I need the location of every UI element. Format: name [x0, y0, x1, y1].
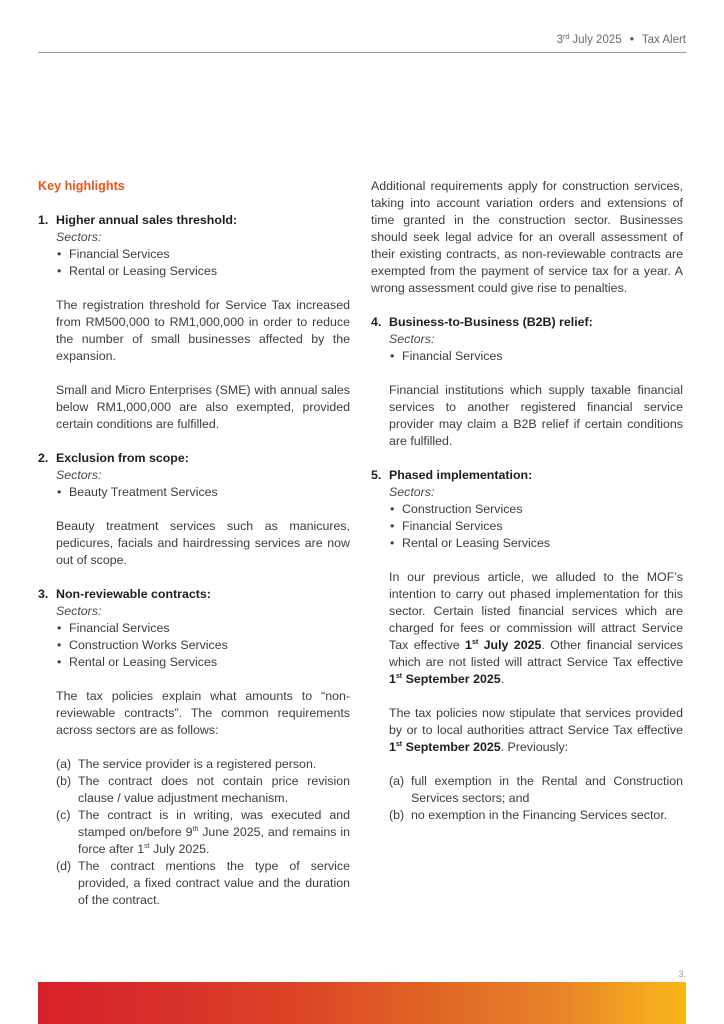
sector-item: • Construction Works Services [57, 638, 228, 652]
requirements-list [56, 756, 350, 909]
header-title: Tax Alert [641, 34, 686, 46]
bullet-icon: • [57, 655, 62, 669]
section-heading [38, 450, 350, 467]
bullet-icon: • [390, 519, 395, 533]
sector-item: • Rental or Leasing Services [57, 655, 218, 669]
sector-item: • Rental or Leasing Services [57, 264, 218, 278]
sectors-label: Sectors: [56, 230, 102, 244]
left-column [38, 178, 350, 926]
header-separator: • [629, 34, 634, 46]
section-title: Phased implementation: [389, 468, 533, 482]
previously-list [389, 773, 683, 824]
footer-gradient-bar [38, 982, 686, 1024]
section-b2b-relief [371, 314, 683, 450]
header-date: 3rd July 2025 [556, 34, 622, 46]
bullet-icon: • [390, 536, 395, 550]
section-number: 3. [38, 587, 49, 601]
sector-item: • Financial Services [390, 349, 503, 363]
section-heading [371, 314, 683, 331]
construction-requirements-paragraph: Additional requirements apply for construction services, taking into account variation orders and extensions of time granted in the construction sector. Businesses should seek legal advice for an overall assessment of their existing contracts, as non-reviewable contracts are exempted from the payment of service tax for a year. A wrong assessment could give rise to penalties. [371, 179, 683, 295]
requirement-item: (b) The contract does not contain price revision clause / value adjustment mechanism. [56, 774, 350, 805]
page-header [38, 33, 686, 53]
bullet-icon: • [57, 621, 62, 635]
paragraph: Financial institutions which supply taxable financial services to another registered financial service provider may claim a B2B relief if certain conditions are fulfilled. [389, 383, 683, 448]
bullet-icon: • [390, 502, 395, 516]
bullet-icon: • [57, 485, 62, 499]
section-number: 1. [38, 213, 49, 227]
section-number: 5. [371, 468, 382, 482]
paragraph: The tax policies explain what amounts to “non-reviewable contracts”. The common requirements across sectors are as follows: [56, 689, 350, 737]
page-number: 3. [678, 969, 686, 979]
bullet-icon: • [57, 638, 62, 652]
section-number: 4. [371, 315, 382, 329]
key-highlights-title: Key highlights [38, 179, 125, 193]
previously-item: (b) no exemption in the Financing Services sector. [389, 808, 668, 822]
sectors-label: Sectors: [56, 604, 102, 618]
paragraph: Beauty treatment services such as manicures, pedicures, facials and hairdressing services are now out of scope. [56, 519, 350, 567]
previously-item: (a) full exemption in the Rental and Construction Services sectors; and [389, 774, 683, 805]
section-higher-sales-threshold [38, 212, 350, 433]
bullet-icon: • [57, 264, 62, 278]
section-heading [38, 212, 350, 229]
section-number: 2. [38, 451, 49, 465]
sector-item: • Construction Services [390, 502, 523, 516]
section-title: Exclusion from scope: [56, 451, 189, 465]
sector-item: • Financial Services [57, 247, 170, 261]
sector-item: • Financial Services [390, 519, 503, 533]
right-column [371, 178, 683, 841]
section-non-reviewable-contracts [38, 586, 350, 909]
mof-phased-paragraph: In our previous article, we alluded to the MOF’s intention to carry out phased implementation for this sector. Certain listed financial services which are charged for fees or commission will attract Service Tax effective 1st July 2025. Other financial services which are not listed will attract Service Tax effective 1st September 2025. [389, 570, 683, 686]
requirement-item: (d) The contract mentions the type of service provided, a fixed contract value and the duration of the contract. [56, 859, 350, 907]
sector-item: • Rental or Leasing Services [390, 536, 551, 550]
section-title: Non-reviewable contracts: [56, 587, 211, 601]
paragraph: The registration threshold for Service Tax increased from RM500,000 to RM1,000,000 in order to reduce the number of small businesses affected by the expansion. [56, 298, 350, 363]
bullet-icon: • [390, 349, 395, 363]
requirement-item: (c) The contract is in writing, was executed and stamped on/before 9th June 2025, and remains in force after 1st July 2025. [56, 808, 350, 856]
sector-item: • Financial Services [57, 621, 170, 635]
section-phased-implementation [371, 467, 683, 824]
sectors-label: Sectors: [389, 332, 435, 346]
section-heading [38, 586, 350, 603]
local-authorities-paragraph: The tax policies now stipulate that services provided by or to local authorities attract Service Tax effective 1st September 2025. Previously: [389, 706, 683, 754]
section-heading [371, 467, 683, 484]
section-exclusion-from-scope [38, 450, 350, 569]
sector-item: • Beauty Treatment Services [57, 485, 218, 499]
paragraph: Small and Micro Enterprises (SME) with annual sales below RM1,000,000 are also exempted, provided certain conditions are fulfilled. [56, 383, 350, 431]
bullet-icon: • [57, 247, 62, 261]
section-title: Higher annual sales threshold: [56, 213, 238, 227]
sectors-label: Sectors: [56, 468, 102, 482]
section-title: Business-to-Business (B2B) relief: [389, 315, 593, 329]
requirement-item: (a) The service provider is a registered person. [56, 757, 317, 771]
sectors-label: Sectors: [389, 485, 435, 499]
